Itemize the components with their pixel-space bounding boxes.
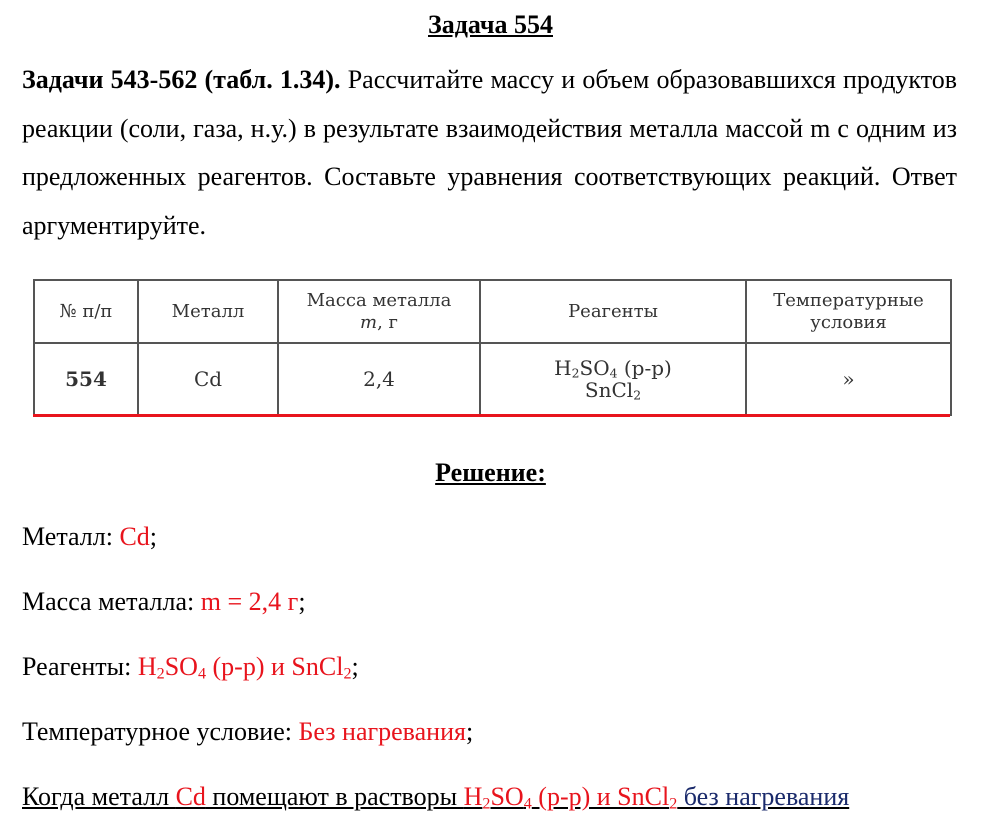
header-mass-unit: , г [377,311,398,333]
task-table [33,279,950,417]
table-row [34,343,951,415]
task-intro [22,56,957,250]
task-range: Задачи 543-562 (табл. 1.34). [22,65,341,94]
metal-value: Cd [119,522,150,551]
header-mass-symbol: m [360,311,378,333]
cell-temperature: » [746,343,951,415]
temperature-value: Без нагревания [298,717,466,746]
header-num: № п/п [34,280,138,343]
metal-line: Металл: Cd; [22,522,158,551]
header-metal: Металл [138,280,278,343]
header-mass-label: Масса металла [306,289,452,311]
cell-mass: 2,4 [278,343,480,415]
mass-value: m = 2,4 г [200,587,299,616]
solution-heading: Решение: [435,458,546,487]
header-temp-line1: Температурные [773,289,924,311]
header-temperature [746,280,951,343]
cell-metal: Cd [138,343,278,415]
temperature-line: Температурное условие: Без нагревания; [22,717,474,746]
mass-line: Масса металла: m = 2,4 г; [22,587,306,616]
header-reagents: Реагенты [480,280,746,343]
explanation-condition: без нагревания [677,782,850,811]
explanation-line: Когда металл Cd помещают в растворы $H_2SO_4$ (р-р) и SnCl$_2$ без нагревания [22,782,850,813]
reagents-line: Реагенты: $H_2SO_4$ (р-р) и SnCl$_2$; [22,652,359,683]
reagent-salt: SnCl$_2$ [584,378,642,403]
reagent-acid: $H_2SO_4$ (р-р) [554,356,672,381]
reagents-value: $H_2SO_4$ (р-р) и SnCl$_2$ [137,652,352,683]
cell-num: 554 [34,343,138,415]
explanation-metal: Cd [175,782,206,811]
table-header-row [34,280,951,343]
cell-reagents [480,343,746,415]
page-title: Задача 554 [428,10,553,39]
task-text: Рассчитайте массу и объем образовавшихся продуктов реакции (соли, газа, н.у.) в результате взаимодействия металла массой m с одним из предложенных реагентов. Составьте уравнения соответствующих реакций. Ответ аргументируйте. [22,65,958,240]
header-mass [278,280,480,343]
table-bottom-accent-line [33,414,950,417]
header-temp-line2: условия [810,311,887,333]
explanation-reagents: $H_2SO_4$ (р-р) и SnCl$_2$ [463,782,678,813]
